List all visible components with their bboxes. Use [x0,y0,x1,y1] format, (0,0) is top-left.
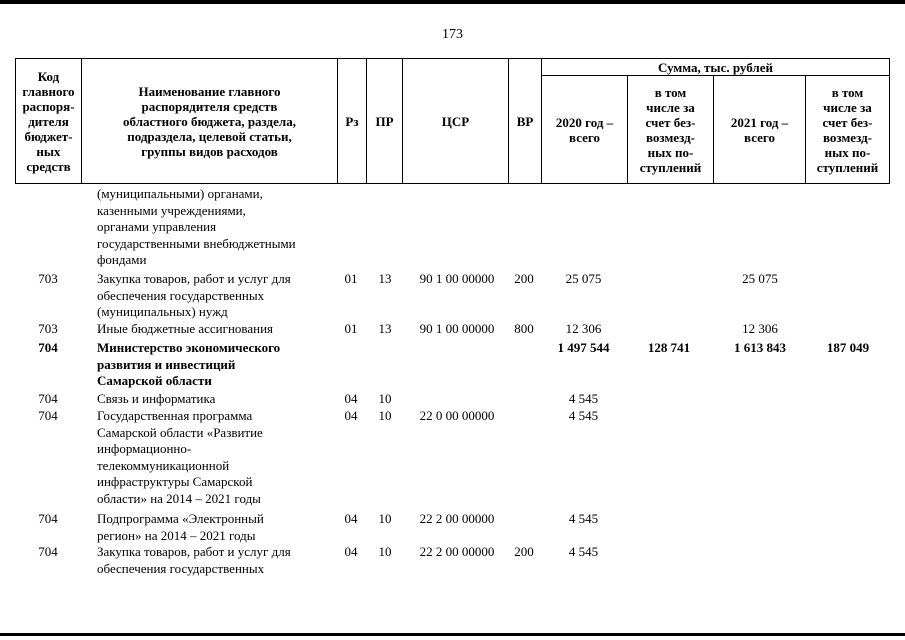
cell-2021-incl: 187 049 [826,340,870,355]
cell-2020-total: 4 545 [568,391,599,406]
cell-name: Закупка товаров, работ и услуг для обеспечения государственных (муниципальных) нужд [97,271,291,319]
cell-rz: 04 [344,391,358,406]
cell-name: Министерство экономического развития и инвестиций Самарской области [97,340,281,388]
cell-code: 703 [38,321,58,336]
cell-rz: 04 [344,408,358,423]
cell-code: 704 [38,340,58,355]
header-name: Наименование главного распорядителя средств областного бюджета, раздела, подраздела, целевой статьи, группы видов расходов [123,83,296,159]
cell-name: Иные бюджетные ассигнования [97,321,274,336]
cell-rz: 01 [344,321,358,336]
cell-2020-total: 25 075 [565,271,602,286]
header-csr: ЦСР [441,113,470,129]
cell-rz: 04 [344,511,358,526]
cell-csr: 90 1 00 00000 [419,321,495,336]
cell-name: Закупка товаров, работ и услуг для обеспечения государственных [97,544,291,576]
cell-code: 704 [38,408,58,423]
cell-code: 704 [38,391,58,406]
header-2020-incl: в том числе за счет без- возмезд- ных по- ступлений [639,84,702,175]
cell-2021-total: 25 075 [742,271,778,286]
cell-2020-incl: 128 741 [647,340,691,355]
table-header [15,58,890,184]
cell-pr: 10 [378,408,392,423]
cell-2020-total: 4 545 [568,511,599,526]
page-number: 173 [442,27,463,42]
cell-name: Государственная программа Самарской области «Развитие информационно- телекоммуникационной инфраструктуры Самарской области» на 2014 – 2021 годы [97,408,263,506]
cell-2021-total: 12 306 [742,321,778,336]
cell-rz: 01 [344,271,358,286]
header-sum: Сумма, тыс. рублей [658,59,773,75]
cell-name: Связь и информатика [97,391,216,406]
cell-2021-total: 1 613 843 [734,340,786,355]
cell-code: 704 [38,511,58,526]
cell-code: 704 [38,544,58,559]
cell-csr: 90 1 00 00000 [419,271,495,286]
cell-csr: 22 2 00 00000 [419,511,495,526]
cell-2020-total: 4 545 [568,544,599,559]
header-rule [15,183,890,184]
cell-pr: 10 [378,544,392,559]
cell-2020-total: 1 497 544 [557,340,610,355]
header-2021-incl: в том числе за счет без- возмезд- ных по- ступлений [816,84,879,175]
header-pr: ПР [375,113,394,129]
cell-vr: 800 [514,321,534,336]
cell-code: 703 [38,271,58,286]
bottom-border [0,633,905,636]
cell-2020-total: 4 545 [568,408,599,423]
header-rz: Рз [345,113,359,129]
header-rule [889,58,890,184]
cell-rz: 04 [344,544,358,559]
cell-pr: 13 [378,271,392,286]
cell-name: (муниципальными) органами, казенными учреждениями, органами управления государственными внебюджетными фондами [97,186,296,267]
cell-csr: 22 0 00 00000 [419,408,495,423]
cell-2020-total: 12 306 [565,321,602,336]
header-vr: ВР [516,113,534,129]
top-border [0,0,905,4]
cell-pr: 13 [378,321,392,336]
header-code: Код главного распоря- дителя бюджет- ных средств [22,68,75,174]
cell-vr: 200 [514,544,534,559]
cell-pr: 10 [378,511,392,526]
header-2020-total: 2020 год – всего [555,114,614,145]
cell-vr: 200 [514,271,534,286]
header-2021-total: 2021 год – всего [730,114,789,145]
cell-pr: 10 [378,391,392,406]
cell-name: Подпрограмма «Электронный регион» на 2014 – 2021 годы [97,511,264,543]
cell-csr: 22 2 00 00000 [419,544,495,559]
